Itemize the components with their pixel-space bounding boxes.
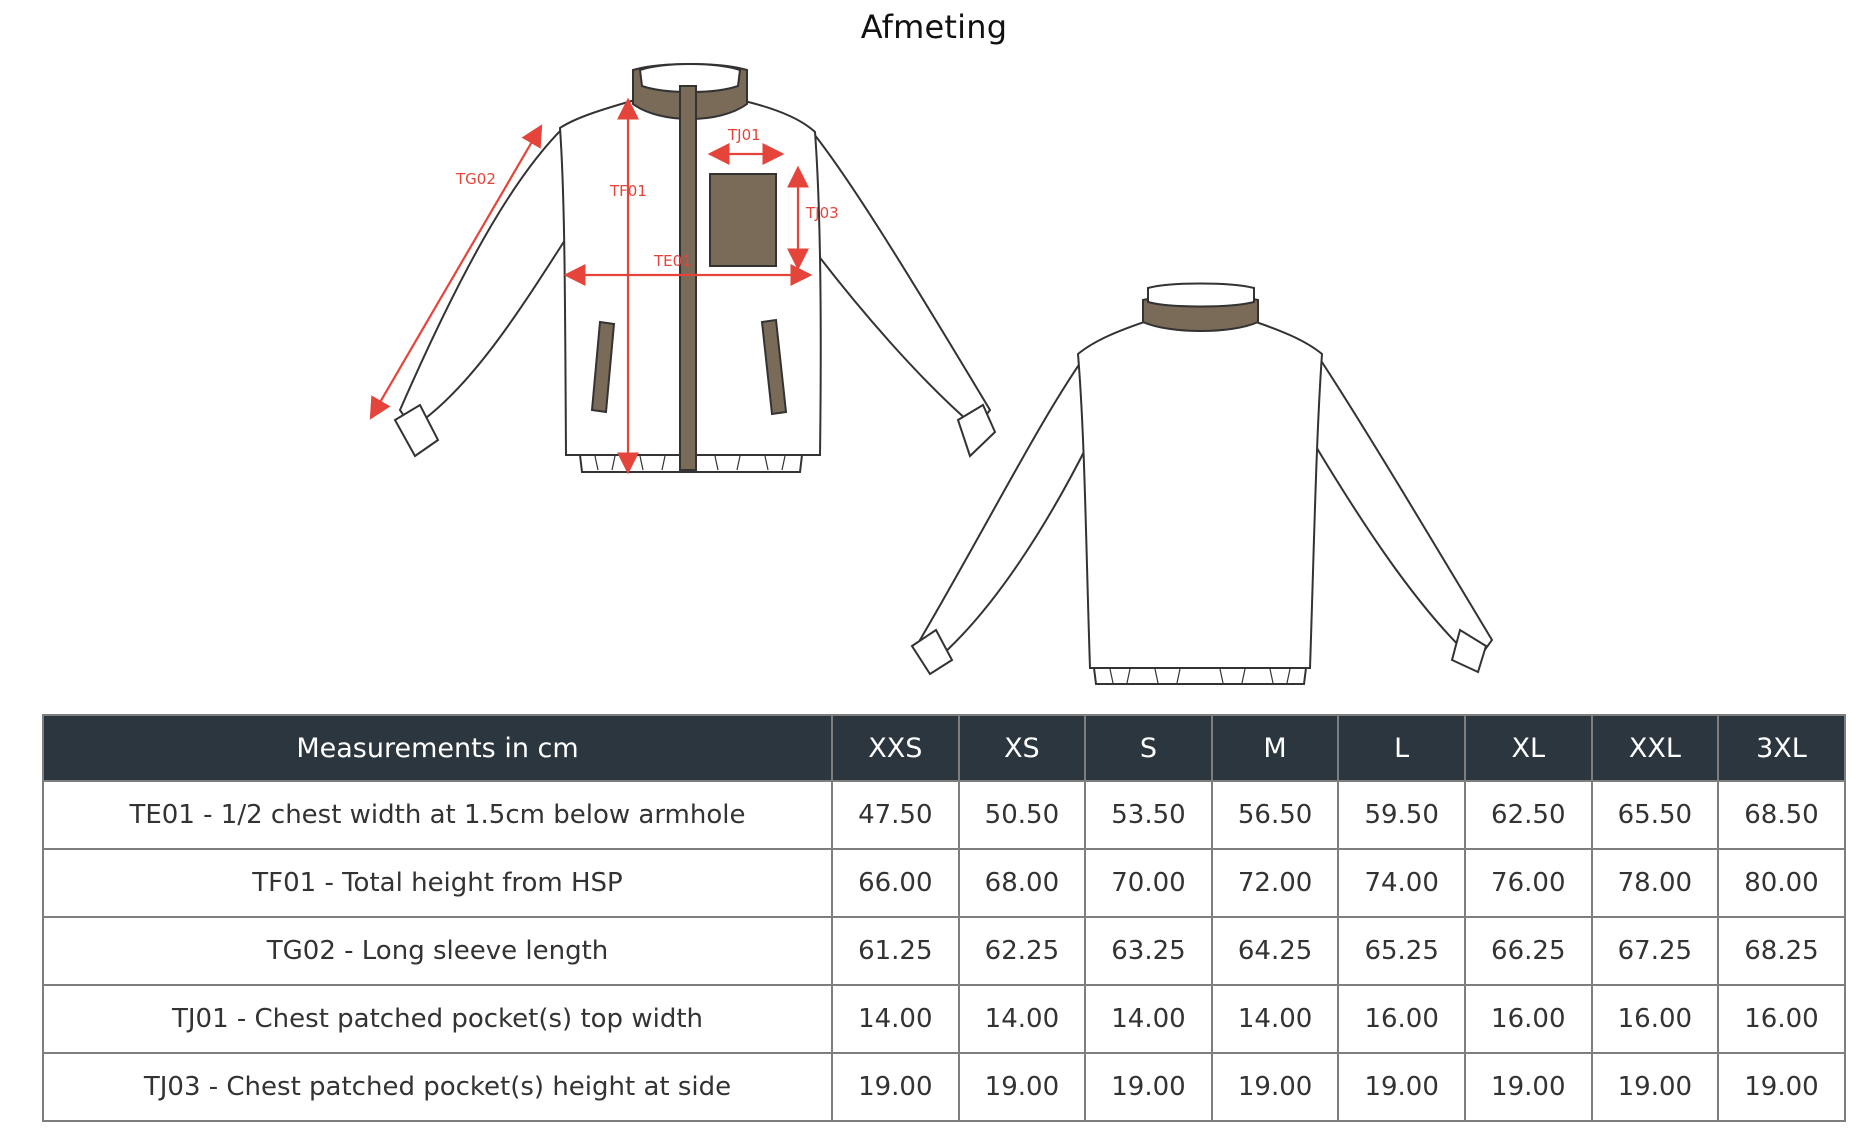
table-cell: 72.00 — [1212, 849, 1339, 917]
table-cell: 19.00 — [1718, 1053, 1845, 1121]
table-cell: 19.00 — [1465, 1053, 1592, 1121]
row-label: TJ01 - Chest patched pocket(s) top width — [43, 985, 832, 1053]
header-size: L — [1338, 715, 1465, 781]
table-cell: 16.00 — [1592, 985, 1719, 1053]
te01-label: TE01 — [654, 252, 692, 270]
table-cell: 66.25 — [1465, 917, 1592, 985]
table-cell: 16.00 — [1465, 985, 1592, 1053]
row-label: TG02 - Long sleeve length — [43, 917, 832, 985]
table-row — [43, 781, 1845, 849]
tf01-label: TF01 — [610, 182, 647, 200]
size-chart-table — [42, 714, 1846, 1122]
table-cell: 78.00 — [1592, 849, 1719, 917]
table-row — [43, 917, 1845, 985]
table-cell: 64.25 — [1212, 917, 1339, 985]
header-size: XXS — [832, 715, 959, 781]
table-cell: 14.00 — [1085, 985, 1212, 1053]
table-cell: 80.00 — [1718, 849, 1845, 917]
table-cell: 19.00 — [1085, 1053, 1212, 1121]
table-cell: 62.50 — [1465, 781, 1592, 849]
row-label: TJ03 - Chest patched pocket(s) height at side — [43, 1053, 832, 1121]
table-cell: 68.50 — [1718, 781, 1845, 849]
table-row — [43, 1053, 1845, 1121]
header-size: XXL — [1592, 715, 1719, 781]
table-cell: 19.00 — [1212, 1053, 1339, 1121]
page-title: Afmeting — [860, 8, 1008, 46]
row-label: TF01 - Total height from HSP — [43, 849, 832, 917]
table-cell: 74.00 — [1338, 849, 1465, 917]
header-size: 3XL — [1718, 715, 1845, 781]
header-size: XS — [959, 715, 1086, 781]
table-cell: 14.00 — [1212, 985, 1339, 1053]
row-label: TE01 - 1/2 chest width at 1.5cm below armhole — [43, 781, 832, 849]
table-row — [43, 985, 1845, 1053]
header-measurements: Measurements in cm — [43, 715, 832, 781]
header-size: M — [1212, 715, 1339, 781]
table-cell: 19.00 — [959, 1053, 1086, 1121]
table-cell: 50.50 — [959, 781, 1086, 849]
back-jacket-icon — [912, 284, 1492, 685]
table-cell: 53.50 — [1085, 781, 1212, 849]
tj01-label: TJ01 — [728, 126, 761, 144]
header-size: S — [1085, 715, 1212, 781]
table-cell: 16.00 — [1718, 985, 1845, 1053]
table-cell: 14.00 — [832, 985, 959, 1053]
header-size: XL — [1465, 715, 1592, 781]
table-cell: 65.25 — [1338, 917, 1465, 985]
table-cell: 76.00 — [1465, 849, 1592, 917]
table-cell: 14.00 — [959, 985, 1086, 1053]
table-cell: 66.00 — [832, 849, 959, 917]
table-cell: 68.00 — [959, 849, 1086, 917]
table-cell: 47.50 — [832, 781, 959, 849]
table-cell: 59.50 — [1338, 781, 1465, 849]
table-cell: 61.25 — [832, 917, 959, 985]
front-jacket-icon — [372, 64, 995, 472]
table-cell: 68.25 — [1718, 917, 1845, 985]
table-cell: 19.00 — [1592, 1053, 1719, 1121]
tg02-label: TG02 — [456, 170, 496, 188]
table-cell: 65.50 — [1592, 781, 1719, 849]
tj03-label: TJ03 — [806, 204, 839, 222]
table-cell: 19.00 — [1338, 1053, 1465, 1121]
table-cell: 19.00 — [832, 1053, 959, 1121]
table-cell: 16.00 — [1338, 985, 1465, 1053]
table-cell: 67.25 — [1592, 917, 1719, 985]
table-row — [43, 849, 1845, 917]
table-cell: 56.50 — [1212, 781, 1339, 849]
table-cell: 62.25 — [959, 917, 1086, 985]
table-cell: 70.00 — [1085, 849, 1212, 917]
table-cell: 63.25 — [1085, 917, 1212, 985]
table-header-row — [43, 715, 1845, 781]
